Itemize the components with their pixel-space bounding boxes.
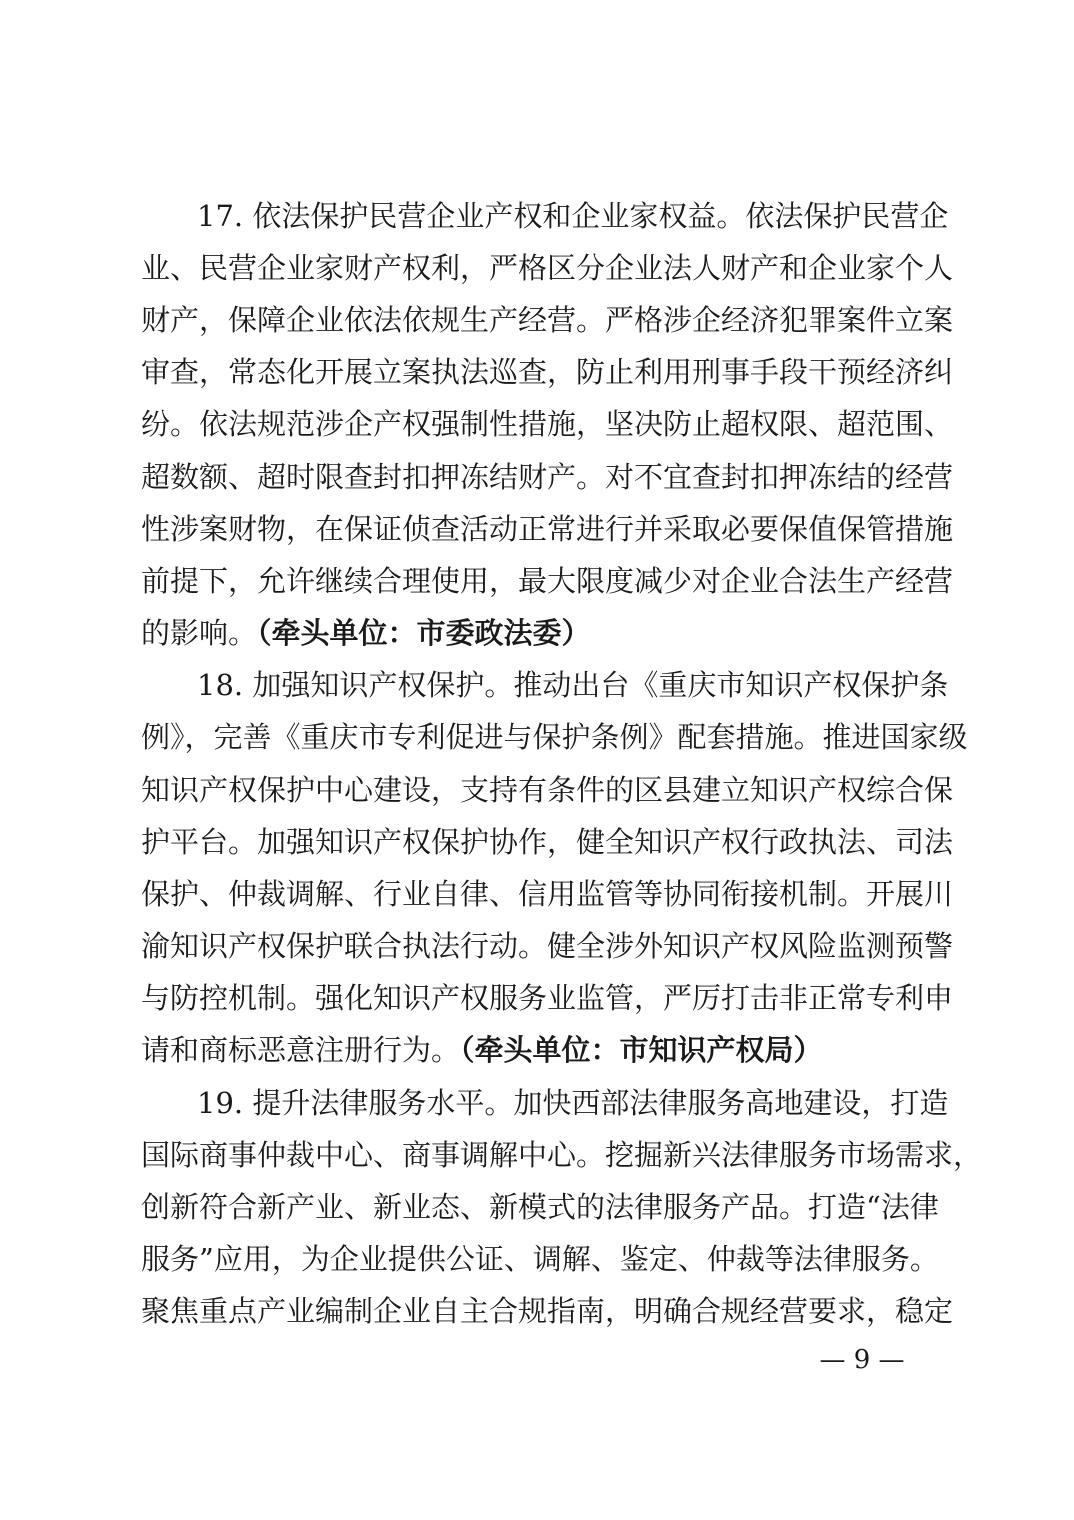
paragraph-19-line-4: 服务”应用，为企业提供公证、调解、鉴定、仲裁等法律服务。 — [141, 1242, 939, 1276]
paragraph-18-last-line — [141, 1030, 937, 1070]
paragraph-17-line-7: 性涉案财物，在保证侦查活动正常进行并采取必要保值保管措施 — [141, 512, 954, 546]
paragraph-18-line-1: 18. 加强知识产权保护。推动出台《重庆市知识产权保护条 — [197, 668, 949, 702]
paragraph-18-line-6: 渝知识产权保护联合执法行动。健全涉外知识产权风险监测预警 — [141, 929, 954, 963]
paragraph-17-line-8: 前提下，允许继续合理使用，最大限度减少对企业合法生产经营 — [141, 564, 954, 598]
paragraph-17-last-line — [141, 613, 937, 653]
paragraph-17-line-6: 超数额、超时限查封扣押冻结财产。对不宜查封扣押冻结的经营 — [141, 460, 954, 494]
paragraph-18-line-2: 例》，完善《重庆市专利促进与保护条例》配套措施。推进国家级 — [141, 720, 968, 754]
paragraph-18-line-4: 护平台。加强知识产权保护协作，健全知识产权行政执法、司法 — [141, 825, 954, 859]
paragraph-17-last-text: 的影响。 — [141, 616, 258, 650]
paragraph-17-line-4: 审查，常态化开展立案执法巡查，防止利用刑事手段干预经济纠 — [141, 355, 954, 389]
paragraph-18-line-3: 知识产权保护中心建设，支持有条件的区县建立知识产权综合保 — [141, 773, 954, 807]
paragraph-17-line-3: 财产，保障企业依法依规生产经营。严格涉企经济犯罪案件立案 — [141, 303, 954, 337]
paragraph-19-line-5: 聚焦重点产业编制企业自主合规指南，明确合规经营要求，稳定 — [141, 1294, 954, 1328]
paragraph-18-line-7: 与防控机制。强化知识产权服务业监管，严厉打击非正常专利申 — [141, 981, 954, 1015]
paragraph-17-line-2: 业、民营企业家财产权利，严格区分企业法人财产和企业家个人 — [141, 251, 954, 285]
paragraph-17-line-5: 纷。依法规范涉企产权强制性措施，坚决防止超权限、超范围、 — [141, 407, 954, 441]
page-number: — 9 — — [819, 1345, 905, 1375]
lead-unit-18: （牵头单位：市知识产权局） — [460, 1033, 823, 1067]
paragraph-17-line-1: 17. 依法保护民营企业产权和企业家权益。依法保护民营企 — [197, 199, 949, 233]
paragraph-18-last-text: 请和商标恶意注册行为。 — [141, 1033, 461, 1067]
paragraph-19-line-3: 创新符合新产业、新业态、新模式的法律服务产品。打造“法律 — [141, 1190, 939, 1224]
paragraph-19-line-2: 国际商事仲裁中心、商事调解中心。挖掘新兴法律服务市场需求， — [141, 1138, 983, 1172]
lead-unit-17: （牵头单位：市委政法委） — [257, 616, 591, 650]
paragraph-18-line-5: 保护、仲裁调解、行业自律、信用监管等协同衔接机制。开展川 — [141, 877, 954, 911]
paragraph-19-line-1: 19. 提升法律服务水平。加快西部法律服务高地建设，打造 — [197, 1086, 949, 1120]
